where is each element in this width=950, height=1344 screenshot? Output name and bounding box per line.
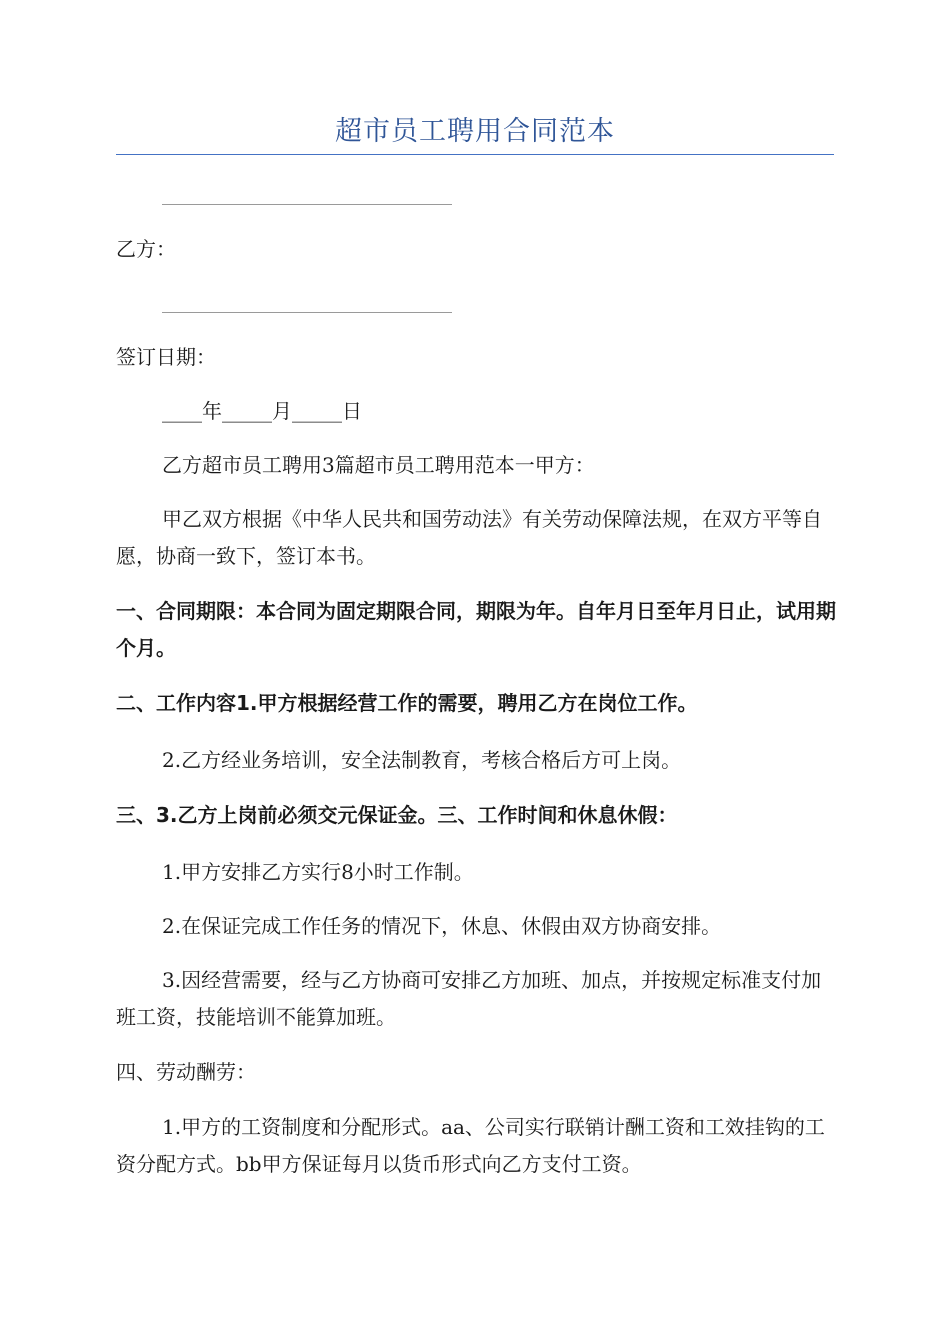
list-item-3-1: 1.甲方安排乙方实行8小时工作制。: [162, 860, 474, 884]
party-b-label: 乙方：: [116, 237, 176, 261]
title-underline: [116, 154, 834, 155]
document-title: 超市员工聘用合同范本: [335, 116, 615, 147]
signature-blank-line-b: [162, 312, 452, 313]
paragraph-intro: 乙方超市员工聘用3篇超市员工聘用范本一甲方：: [162, 453, 595, 477]
date-blanks: ____年_____月_____日: [162, 399, 362, 423]
section-heading-4: 四、劳动酬劳：: [116, 1060, 256, 1084]
list-item-3-3: 3.因经营需要，经与乙方协商可安排乙方加班、加点，并按规定标准支付加班工资，技能培训不能算加班。: [116, 968, 822, 1029]
sign-date-label: 签订日期：: [116, 345, 216, 369]
list-item-4-1: 1.甲方的工资制度和分配形式。aa、公司实行联销计酬工资和工效挂钩的工资分配方式。bb甲方保证每月以货币形式向乙方支付工资。: [116, 1115, 825, 1176]
list-item-2-2: 2.乙方经业务培训，安全法制教育，考核合格后方可上岗。: [162, 748, 682, 772]
list-item-3-2: 2.在保证完成工作任务的情况下，休息、休假由双方协商安排。: [162, 914, 722, 938]
section-heading-2: 二、工作内容1.甲方根据经营工作的需要，聘用乙方在岗位工作。: [116, 691, 698, 715]
section-heading-1: 一、合同期限：本合同为固定期限合同，期限为年。自年月日至年月日止，试用期个月。: [116, 599, 836, 660]
paragraph-basis: 甲乙双方根据《中华人民共和国劳动法》有关劳动保障法规，在双方平等自愿，协商一致下，签订本书。: [116, 507, 822, 568]
signature-blank-line-a: [162, 204, 452, 205]
section-heading-3: 三、3.乙方上岗前必须交元保证金。三、工作时间和休息休假：: [116, 803, 678, 827]
